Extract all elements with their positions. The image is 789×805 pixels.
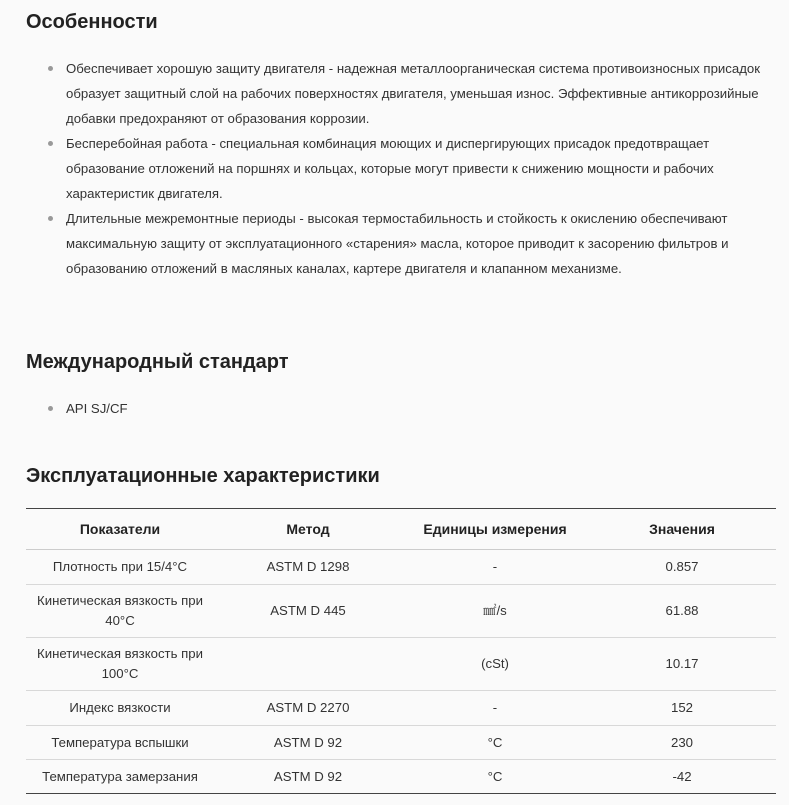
standard-heading: Международный стандарт xyxy=(26,351,289,373)
cell-value: 230 xyxy=(588,726,776,760)
column-header-parameter: Показатели xyxy=(26,509,214,550)
cell-units: - xyxy=(402,691,588,726)
cell-method: ASTM D 1298 xyxy=(214,550,402,585)
cell-parameter: Индекс вязкости xyxy=(26,691,214,726)
features-heading: Особенности xyxy=(26,11,158,33)
table-row xyxy=(26,760,776,794)
cell-method: ASTM D 445 xyxy=(214,585,402,638)
cell-units: ㎟/s xyxy=(402,585,588,638)
cell-units: °C xyxy=(402,760,588,794)
features-list xyxy=(26,56,766,281)
cell-value: 61.88 xyxy=(588,585,776,638)
cell-parameter: Температура вспышки xyxy=(26,726,214,760)
column-header-method: Метод xyxy=(214,509,402,550)
table-row xyxy=(26,550,776,585)
column-header-units: Единицы измерения xyxy=(402,509,588,550)
column-header-value: Значения xyxy=(588,509,776,550)
cell-units: (cSt) xyxy=(402,638,588,691)
cell-units: - xyxy=(402,550,588,585)
table-row xyxy=(26,585,776,638)
list-item: Обеспечивает хорошую защиту двигателя - надежная металлоорганическая система противоизносных присадок образует защитный слой на рабочих поверхностях двигателя, уменьшая износ. Эффективные антикоррозийные добавки предохраняют от образования коррозии. xyxy=(26,56,766,131)
standard-list xyxy=(26,396,766,421)
cell-units: °C xyxy=(402,726,588,760)
specs-heading: Эксплуатационные характеристики xyxy=(26,465,380,487)
cell-value: -42 xyxy=(588,760,776,794)
table-row xyxy=(26,638,776,691)
cell-method xyxy=(214,638,402,691)
list-item: Длительные межремонтные периоды - высокая термостабильность и стойкость к окислению обеспечивают максимальную защиту от эксплуатационного «старения» масла, которое приводит к засорению фильтров и образованию отложений в масляных каналах, картере двигателя и клапанном механизме. xyxy=(26,206,766,281)
table-row xyxy=(26,726,776,760)
cell-parameter: Плотность при 15/4°C xyxy=(26,550,214,585)
cell-method: ASTM D 92 xyxy=(214,760,402,794)
specs-table xyxy=(26,508,776,794)
cell-parameter: Кинетическая вязкость при 40°C xyxy=(26,585,214,638)
cell-parameter: Температура замерзания xyxy=(26,760,214,794)
cell-value: 10.17 xyxy=(588,638,776,691)
table-row xyxy=(26,691,776,726)
list-item: Бесперебойная работа - специальная комбинация моющих и диспергирующих присадок предотвращает образование отложений на поршнях и кольцах, которые могут привести к снижению мощности и рабочих характеристик двигателя. xyxy=(26,131,766,206)
cell-parameter: Кинетическая вязкость при 100°C xyxy=(26,638,214,691)
table-header-row xyxy=(26,509,776,550)
cell-method: ASTM D 2270 xyxy=(214,691,402,726)
cell-method: ASTM D 92 xyxy=(214,726,402,760)
cell-value: 0.857 xyxy=(588,550,776,585)
list-item: API SJ/CF xyxy=(26,396,766,421)
cell-value: 152 xyxy=(588,691,776,726)
